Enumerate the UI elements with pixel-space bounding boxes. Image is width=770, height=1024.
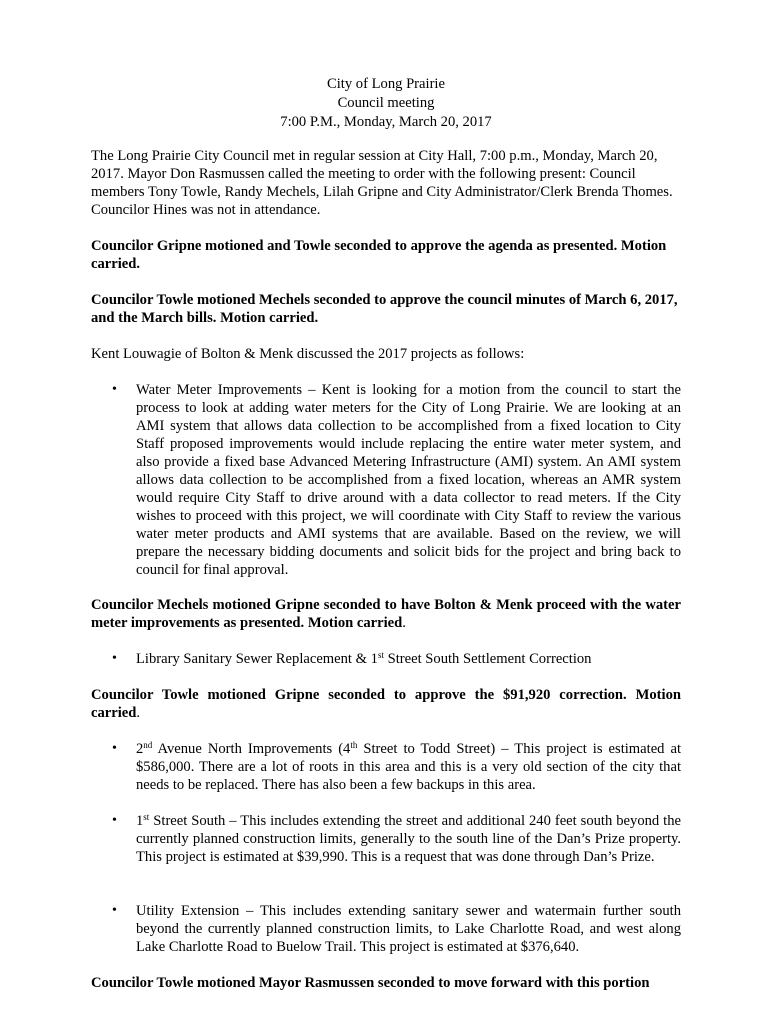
motion-correction-period: .	[136, 705, 141, 721]
bullet-icon: •	[112, 903, 117, 918]
motion-correction-text: Councilor Towle motioned Gripne seconded to approve the $91,920 correction. Motion carried	[91, 687, 681, 721]
header-city: City of Long Prairie	[327, 76, 445, 92]
discussion-intro: Kent Louwagie of Bolton & Menk discussed the 2017 projects as follows:	[91, 346, 525, 362]
item-1st-street-south: 1st Street South – This includes extending the street and additional 240 feet south beyond the currently planned construction limits, generally to the south line of the Dan’s Prize property. This project is estimated at $39,990. This is a request that was done through Dan’s Prize.	[136, 812, 681, 865]
motion-water-meter-text: Councilor Mechels motioned Gripne seconded to have Bolton & Menk proceed with the water meter improvements as presented. Motion carried	[91, 597, 681, 631]
header-meeting: Council meeting	[337, 95, 435, 111]
item-utility-extension: Utility Extension – This includes extending sanitary sewer and watermain further south beyond the currently planned construction limits, to Lake Charlotte Road, and west along Lake Charlotte Road to Buelow Trail. This project is estimated at $376,640.	[136, 903, 681, 955]
header-date-time: 7:00 P.M., Monday, March 20, 2017	[280, 114, 492, 130]
motion-correction	[91, 686, 681, 722]
bullet-icon: •	[112, 741, 117, 756]
item-water-meter-improvements: Water Meter Improvements – Kent is looking for a motion from the council to start the process to look at adding water meters for the City of Long Prairie. We are looking at an AMI system that allows data collection to be accomplished from a fixed location to City Staff proposed improvements would include replacing the entire water meter system, and also provide a fixed base Advanced Metering Infrastructure (AMI) system. An AMI system allows data collection to be accomplished from a fixed location, whereas an AMR system would require City Staff to drive around with a data collector to read meters. If the City wishes to proceed with this project, we will coordinate with City Staff to review the various water meter products and AMI systems that are available. Based on the review, we will prepare the necessary bidding documents and solicit bids for the project and bring back to council for final approval.	[136, 382, 681, 578]
motion-water-meter-period: .	[402, 615, 406, 631]
document-header	[91, 75, 681, 132]
bullet-icon: •	[112, 382, 117, 397]
bullet-icon: •	[112, 813, 117, 828]
bullet-icon: •	[112, 651, 117, 666]
motion-water-meter	[91, 596, 681, 632]
motion-approve-agenda: Councilor Gripne motioned and Towle seconded to approve the agenda as presented. Motion carried.	[91, 238, 667, 272]
intro-paragraph: The Long Prairie City Council met in regular session at City Hall, 7:00 p.m., Monday, March 20, 2017. Mayor Don Rasmussen called the meeting to order with the following present: Council members Tony Towle, Randy Mechels, Lilah Gripne and City Administrator/Clerk Brenda Thomes. Councilor Hines was not in attendance.	[91, 148, 673, 218]
motion-move-forward: Councilor Towle motioned Mayor Rasmussen seconded to move forward with this portion	[91, 975, 650, 991]
item-library-sewer: Library Sanitary Sewer Replacement & 1st Street South Settlement Correction	[136, 650, 592, 667]
motion-approve-minutes: Councilor Towle motioned Mechels seconded to approve the council minutes of March 6, 2017, and the March bills. Motion carried.	[91, 292, 678, 326]
item-2nd-avenue-north: 2nd Avenue North Improvements (4th Street to Todd Street) – This project is estimated at $586,000. There are a lot of roots in this area and this is a very old section of the city that needs to be replaced. There has also been a few backups in this area.	[136, 740, 682, 793]
